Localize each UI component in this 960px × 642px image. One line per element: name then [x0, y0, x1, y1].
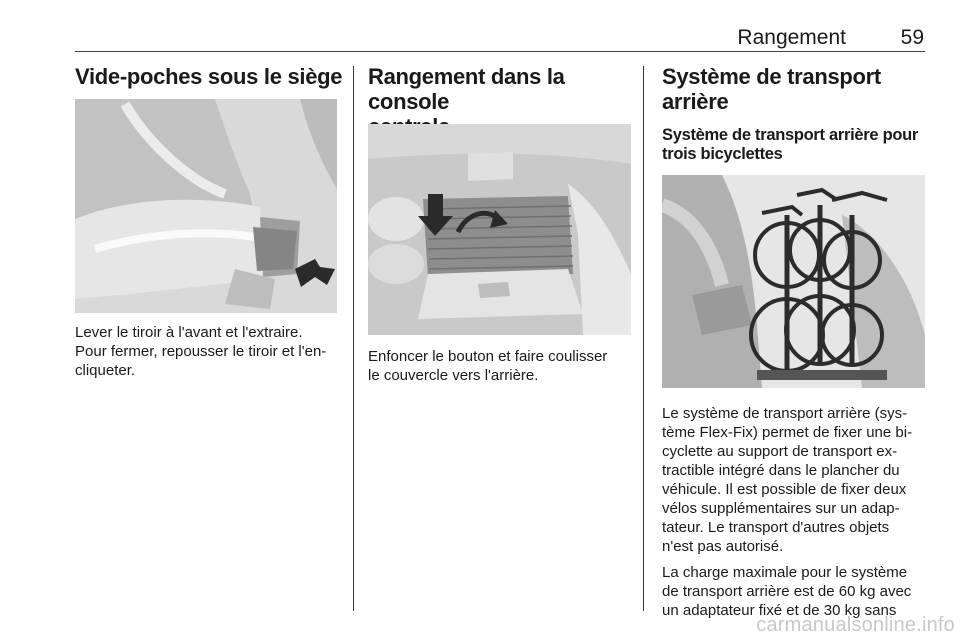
- paragraph-line: véhicule. Il est possible de fixer deux: [662, 481, 907, 498]
- page-header: [0, 0, 960, 52]
- figure-center-console: [368, 124, 631, 335]
- column-divider-2: [643, 66, 644, 611]
- paragraph-line: n'est pas autorisé.: [662, 538, 784, 555]
- paragraph-line: Pour fermer, repousser le tiroir et l'en-: [75, 343, 327, 360]
- bike-carrier-illustration: [662, 175, 925, 388]
- header-rule: [75, 51, 925, 52]
- paragraph-line: vélos supplémentaires sur un adap-: [662, 500, 900, 517]
- column-underseat-storage: [75, 64, 345, 89]
- paragraph-line: Lever le tiroir à l'avant et l'extraire.: [75, 324, 303, 341]
- figure-bike-carrier: [662, 175, 925, 388]
- column-rear-carrier: [662, 64, 932, 114]
- page-number: 59: [900, 26, 924, 49]
- heading-underseat-storage: Vide-poches sous le siège: [75, 64, 343, 89]
- paragraph-line: Le système de transport arrière (sys-: [662, 405, 908, 422]
- heading-console-line1: Rangement dans la console: [368, 64, 565, 114]
- paragraph-line: cliqueter.: [75, 362, 136, 379]
- paragraph-line: cyclette au support de transport ex-: [662, 443, 898, 460]
- paragraph-line: le couvercle vers l'arrière.: [368, 367, 539, 384]
- subheading-three-bikes: [662, 126, 932, 164]
- seat-drawer-illustration: [75, 99, 337, 313]
- paragraph-line: de transport arrière est de 60 kg avec: [662, 583, 912, 600]
- column-underseat-text: [75, 323, 345, 380]
- paragraph-line: un adaptateur fixé et de 30 kg sans: [662, 602, 897, 619]
- paragraph-line: Enfoncer le bouton et faire coulisser: [368, 348, 608, 365]
- paragraph-line: tateur. Le transport d'autres objets: [662, 519, 890, 536]
- header-section-title: Rangement: [737, 26, 846, 49]
- console-illustration: [368, 124, 631, 335]
- heading-rear-carrier-line2: arrière: [662, 89, 729, 114]
- paragraph-line: tractible intégré dans le plancher du: [662, 462, 900, 479]
- figure-seat-drawer: [75, 99, 337, 313]
- footer-watermark: carmanualsonline.info: [756, 614, 955, 636]
- paragraph-line: La charge maximale pour le système: [662, 564, 908, 581]
- subheading-line1: Système de transport arrière pour: [662, 126, 919, 144]
- column-divider-1: [353, 66, 354, 611]
- column-console-text: [368, 347, 638, 385]
- heading-rear-carrier-line1: Système de transport: [662, 64, 881, 89]
- column-rear-carrier-text: [662, 404, 932, 620]
- subheading-line2: trois bicyclettes: [662, 145, 783, 163]
- paragraph-line: tème Flex-Fix) permet de fixer une bi-: [662, 424, 913, 441]
